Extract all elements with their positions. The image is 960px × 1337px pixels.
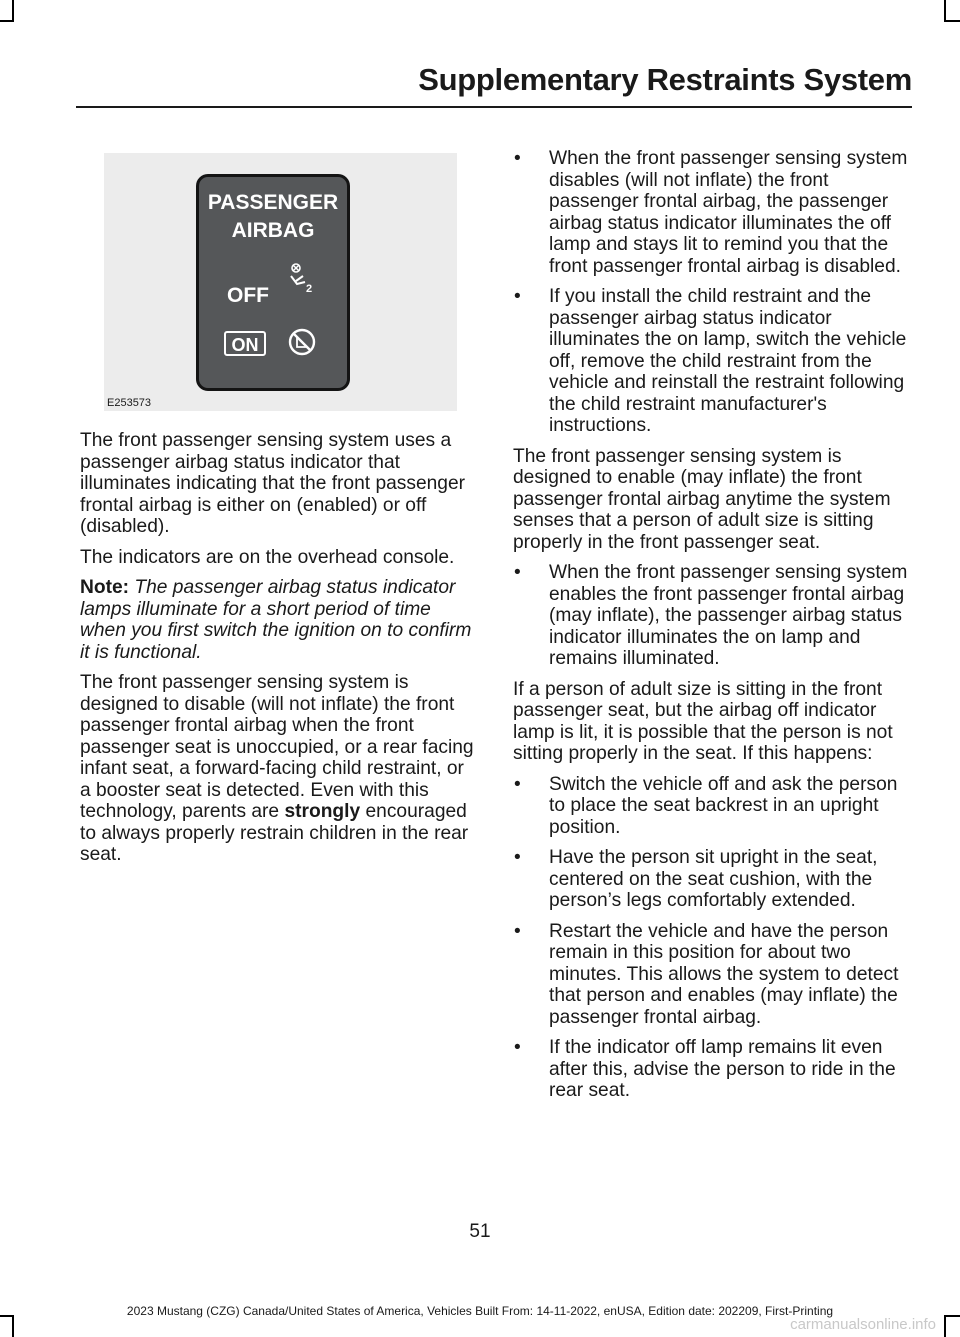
list-item: • Restart the vehicle and have the person remain in this position for about two minutes. This allows the system to detect that person and enables (may inflate) the passenger frontal airbag. [513, 921, 908, 1029]
list-item: • When the front passenger sensing system enables the front passenger frontal airbag (may inflate), the passenger airbag status indicator illuminates the on lamp and remains illuminated. [513, 562, 908, 670]
page-title: Supplementary Restraints System [418, 62, 912, 97]
svg-text:2: 2 [306, 283, 313, 295]
list-item: • Switch the vehicle off and ask the person to place the seat backrest in an upright position. [513, 774, 908, 839]
crop-mark [944, 1315, 946, 1337]
text-span: encouraged to always properly restrain children in the rear seat. [80, 801, 469, 865]
figure-id: E253573 [107, 397, 152, 409]
crop-mark [944, 0, 946, 20]
bullet-list [513, 148, 908, 437]
indicator-panel [196, 174, 350, 391]
on-lamp-label: ON [224, 331, 266, 356]
passenger-airbag-off-icon [287, 262, 317, 296]
airbag-indicator-figure [104, 153, 457, 411]
paragraph: The front passenger sensing system uses a passenger airbag status indicator that illuminates indicating that the front passenger frontal airbag is either on (enabled) or off (disabled). [80, 430, 466, 537]
list-item: • When the front passenger sensing system disables (will not inflate) the front passenger frontal airbag, the passenger airbag status indicator illuminates the off lamp and stays lit to remind you that the front passenger frontal airbag is disabled. [513, 148, 908, 277]
panel-label-line1: PASSENGER [207, 191, 339, 214]
off-lamp-label: OFF [227, 284, 269, 307]
paragraph: The indicators are on the overhead console. [80, 546, 455, 568]
text-span: The front passenger sensing system is designed to disable (will not inflate) the front passenger frontal airbag when the front passenger seat is unoccupied, or a rear facing infant seat, a forward-facing child restraint, or a booster seat is detected. Even with this technology, parents are [80, 672, 474, 822]
crop-mark [944, 20, 960, 22]
crop-mark [12, 1315, 14, 1337]
paragraph: The front passenger sensing system is designed to enable (may inflate) the front passenger frontal airbag anytime the system senses that a person of adult size is sitting properly in the front passenger seat. [513, 445, 891, 553]
page-number: 51 [469, 1221, 491, 1242]
list-item: • If you install the child restraint and the passenger airbag status indicator illuminates the on lamp, switch the vehicle off, remove the child restraint from the vehicle and reinstall the restraint following the child restraint manufacturer's instructions. [513, 286, 908, 437]
crop-mark [12, 0, 14, 20]
bullet-list [513, 562, 908, 670]
left-column [80, 430, 478, 875]
paragraph: If a person of adult size is sitting in the front passenger seat, but the airbag off indicator lamp is lit, it is possible that the person is not sitting properly in the seat. If this happens: [513, 678, 893, 764]
right-column [513, 148, 908, 1111]
emphasis-text: strongly [284, 801, 361, 822]
title-divider [76, 106, 912, 108]
list-item: • If the indicator off lamp remains lit even after this, advise the person to ride in the rear seat. [513, 1037, 908, 1102]
note-label: Note: [80, 577, 130, 598]
note-text: The passenger airbag status indicator lamps illuminate for a short period of time when you first switch the ignition on to confirm it is functional. [80, 577, 472, 663]
note [80, 577, 478, 663]
footer-text: 2023 Mustang (CZG) Canada/United States of America, Vehicles Built From: 14-11-2022, enUSA, Edition date: 202209, First-Printing [126, 1304, 834, 1318]
watermark: carmanualsonline.info [790, 1316, 936, 1333]
passenger-airbag-on-icon [287, 327, 317, 357]
list-item: • Have the person sit upright in the seat, centered on the seat cushion, with the person’s legs comfortably extended. [513, 847, 908, 912]
panel-label-line2: AIRBAG [231, 219, 315, 242]
crop-mark [0, 20, 14, 22]
bullet-list [513, 774, 908, 1102]
paragraph [80, 672, 478, 866]
